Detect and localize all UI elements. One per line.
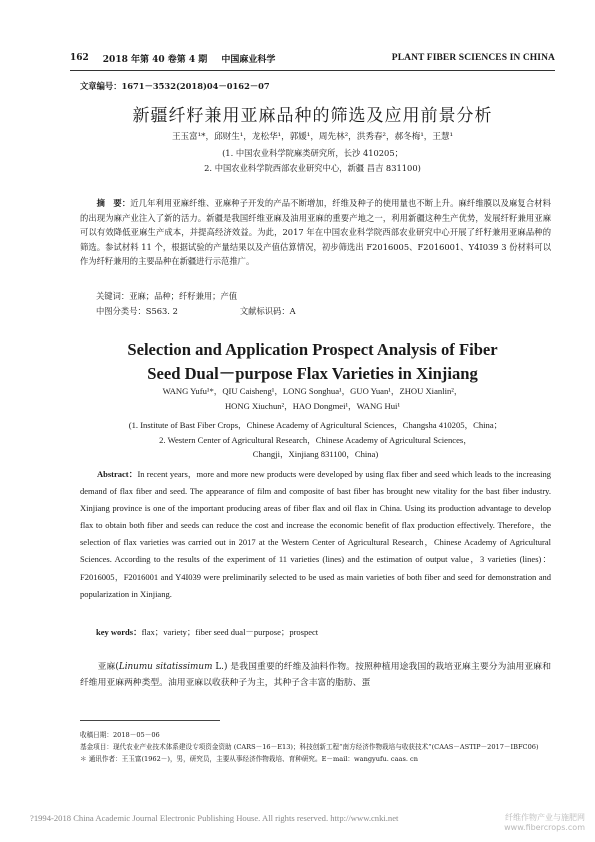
clc-number: 中图分类号：S563. 2	[96, 306, 178, 316]
latin-species-name: Linumu sitatissimum	[118, 662, 213, 672]
watermark-text-zh: 纤维作物产业与施肥网	[505, 813, 585, 822]
footnote-funding: 基金项目：现代农业产业技术体系建设专项资金资助 (CARS－16－E13)；科技创新工程“南方经济作物栽培与收获技术”(CAAS－ASTIP－2017－IBFC06)	[80, 743, 539, 751]
affiliation-en-line: 2. Western Center of Agricultural Research，Chinese Academy of Agricultural Sciences，	[159, 434, 472, 445]
affiliation-zh-line: (1. 中国农业科学院麻类研究所，长沙 410205；	[222, 148, 403, 158]
title-en-line: Seed Dual－purpose Flax Varieties in Xinjiang	[147, 364, 478, 383]
authors-zh: 王玉富¹*，邱财生¹，龙松华¹，郭媛¹，周先林²，洪秀春²，郝冬梅¹，王慧¹	[171, 132, 454, 142]
abstract-zh-text: 近几年利用亚麻纤维、亚麻种子开发的产品不断增加，纤维及种子的使用量也不断上升。麻纤维膜以及麻复合材料的出现为麻产业注入了新的活力。新疆是我国纤维亚麻及油用亚麻的重要产地之一，利用新疆这种生产优势，发展纤籽兼用亚麻可以有效降低亚麻生产成本，并提高经济效益。为此，2017 年在中国农业科学院西部农业研究中心开展了纤籽兼用亚麻品种的筛选。参试材料 11 个，根据试验的产量结果以及产值估算情况，初步筛选出 F2016005、F2016001、Y4I039 3 份材料可以作为纤籽兼用的主要品种在新疆进行示范推广。	[80, 198, 551, 267]
footnote-corresponding-author: ＊ 通讯作者：王玉富(1962－)，男，研究员，主要从事经济作物栽培、育种研究。E－mail：wangyufu. caas. cn	[80, 755, 418, 763]
keywords-zh: 关键词：亚麻；品种；纤籽兼用；产值	[96, 291, 238, 301]
running-header	[70, 50, 555, 71]
authors-en-line: WANG Yufu¹*，QIU Caisheng¹，LONG Songhua¹，GUO Yuan¹，ZHOU Xianlin²，	[162, 386, 463, 396]
title-en-line: Selection and Application Prospect Analysis of Fiber	[127, 340, 498, 359]
body-paragraph	[80, 660, 551, 691]
affiliation-zh-line: 2. 中国农业科学院西部农业研究中心，新疆 昌吉 831100)	[204, 163, 421, 173]
watermark-url: www.fibercrops.com	[504, 823, 585, 832]
authors-en	[70, 384, 555, 414]
abstract-zh-label: 摘 要：	[96, 198, 131, 208]
page-footer	[30, 813, 585, 833]
footnote-received-date: 收稿日期：2018－05－06	[80, 731, 160, 739]
affiliations-en	[76, 418, 555, 462]
keywords-en-label: key words：	[96, 627, 142, 637]
footnotes	[80, 720, 539, 765]
abstract-zh	[80, 196, 551, 269]
journal-name-en: PLANT FIBER SCIENCES IN CHINA	[391, 53, 555, 63]
affiliation-en-line: (1. Institute of Bast Fiber Crops，Chinese Academy of Agricultural Sciences，Changsha 410205，China；	[128, 420, 503, 430]
affiliation-en-line: Changji，Xinjiang 831100，China)	[252, 449, 379, 459]
authors-en-line: HONG Xiuchun²，HAO Dongmei¹，WANG Hui¹	[224, 401, 401, 411]
page-number: 162	[70, 53, 89, 63]
title-en	[70, 338, 555, 386]
journal-name-zh: 中国麻业科学	[221, 54, 276, 65]
watermark	[504, 813, 585, 833]
affiliations-zh	[70, 146, 555, 176]
keywords-en-text: flax；variety；fiber seed dual－purpose；prospect	[141, 627, 319, 637]
title-zh: 新疆纤籽兼用亚麻品种的筛选及应用前景分析	[132, 106, 493, 126]
article-number: 文章编号：1671－3532(2018)04－0162－07	[80, 81, 270, 91]
body-text-rest: L.) 是我国重要的纤维及油料作物。按照种植用途我国的栽培亚麻主要分为油用亚麻和纤维用亚麻两种类型。油用亚麻以收获种子为主，其种子含丰富的脂肪、蛋	[80, 662, 552, 688]
keywords-en	[96, 626, 318, 638]
body-text-start: 亚麻(	[97, 662, 119, 672]
abstract-en	[80, 466, 551, 603]
classification-zh	[96, 305, 296, 317]
copyright-line: ?1994-2018 China Academic Journal Electronic Publishing House. All rights reserved. http://www.cnki.net	[30, 813, 399, 823]
volume-issue: 2018 年第 40 卷第 4 期	[102, 54, 208, 65]
abstract-en-text: In recent years，more and more new products were developed by using flax fiber and seed which leads to the increasing demand of flax fiber and seed. The appearance of film and composite of bast fiber has brought new vitality for the bast fiber industry. Xinjiang province is one of the important producing areas of fiber flax and oil flax in China. Using its production advantage to develop flax to obtain both fiber and seeds can reduce the cost and increase the economic benefit of flax production effectively. Therefore，the selection of flax varieties was carried out in 2017 at the Western Center of Agricultural Research，Chinese Academy of Agricultural Sciences. According to the results of the experiment of 11 varieties (lines) and the estimation of output value，3 varieties (lines)：F2016005，F2016001 and Y4I039 were preliminarily selected to be used as main varieties of both fiber and seed for demonstration and popularization in Xinjiang.	[80, 469, 551, 599]
document-code: 文献标识码：A	[239, 306, 296, 316]
abstract-en-label: Abstract：	[97, 469, 138, 479]
